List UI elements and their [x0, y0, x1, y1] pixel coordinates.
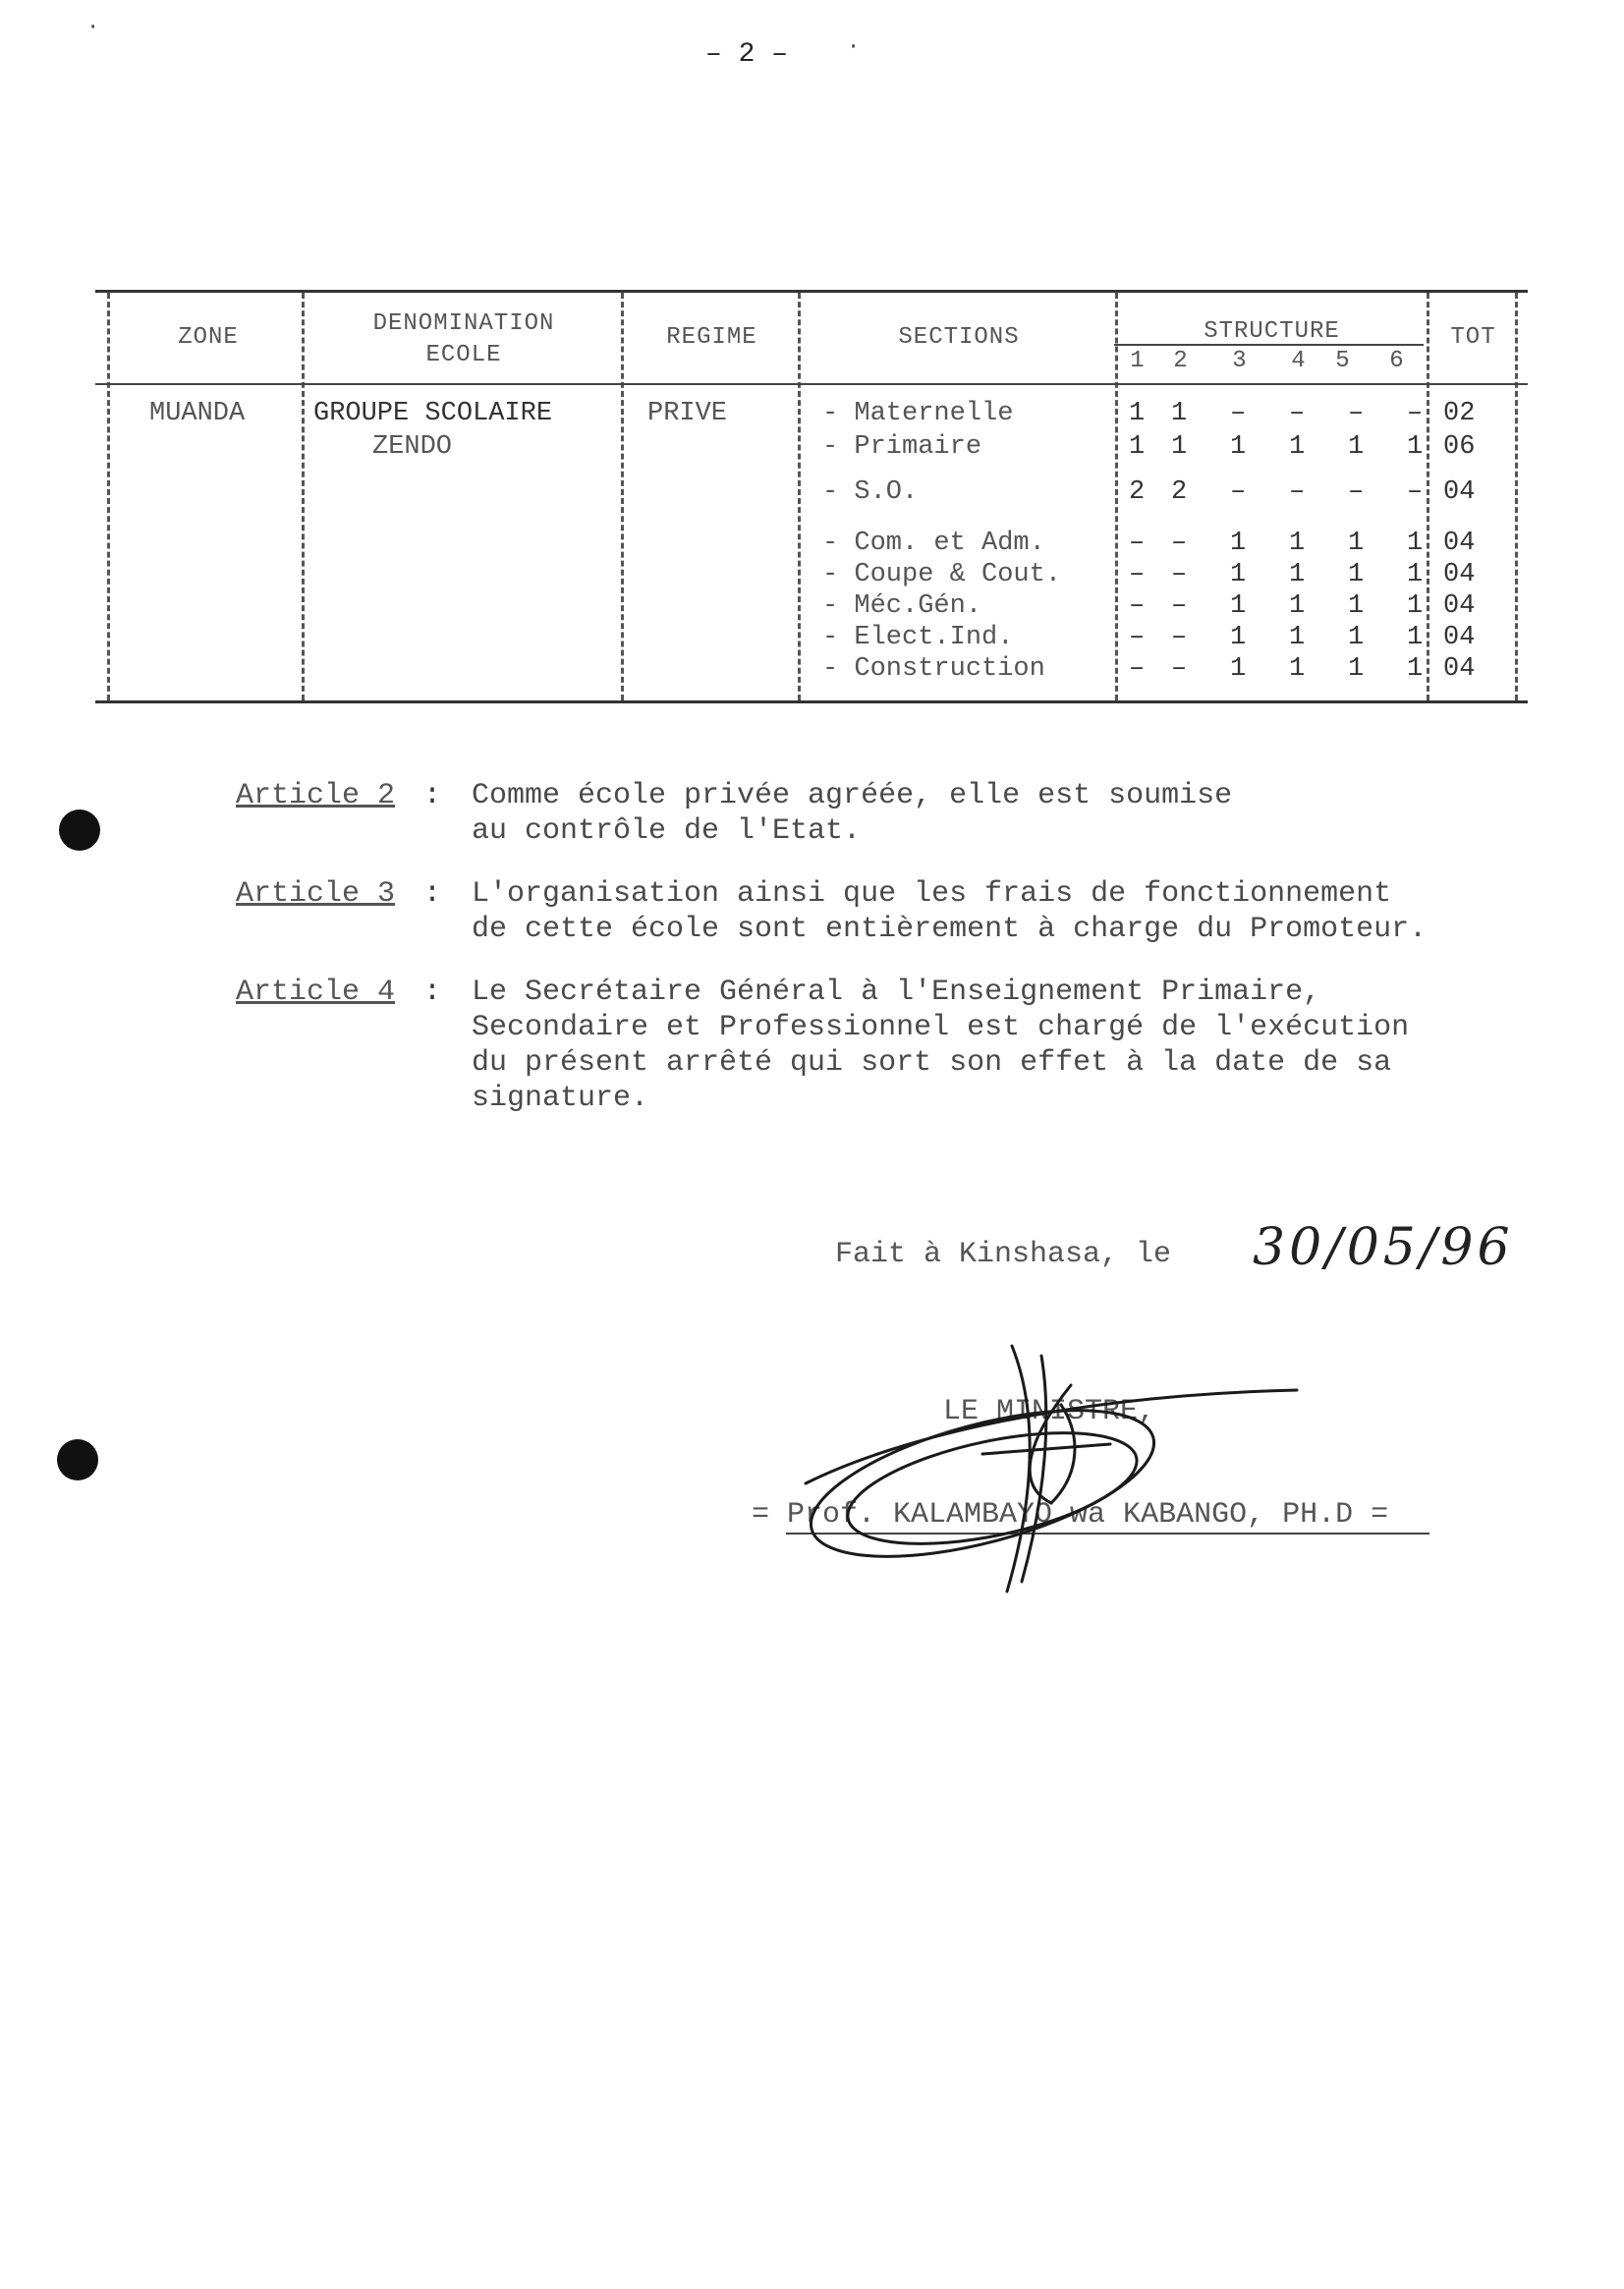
- total-cell: 02: [1443, 399, 1476, 428]
- structure-cell: –: [1348, 399, 1365, 428]
- structure-cell: –: [1289, 399, 1306, 428]
- table-border-right: [1515, 293, 1518, 700]
- colon: :: [422, 976, 441, 1009]
- header-structure-col: 6: [1389, 348, 1405, 374]
- structure-cell: 1: [1407, 560, 1424, 589]
- punch-hole: [57, 1439, 98, 1480]
- regime-value: PRIVE: [647, 399, 728, 428]
- punch-hole: [59, 810, 100, 851]
- section-name: - Construction: [822, 654, 1045, 684]
- structure-cell: 1: [1407, 623, 1424, 652]
- section-name: - Méc.Gén.: [822, 591, 982, 621]
- structure-cell: 1: [1129, 399, 1146, 428]
- structure-cell: 1: [1230, 432, 1247, 462]
- header-denomination-2: ECOLE: [425, 342, 502, 368]
- structure-cell: –: [1171, 529, 1188, 558]
- school-name-line-1: GROUPE SCOLAIRE: [313, 399, 553, 428]
- structure-cell: 1: [1230, 654, 1247, 684]
- structure-cell: 1: [1289, 623, 1306, 652]
- school-name-line-2: ZENDO: [372, 432, 453, 462]
- header-zone: ZONE: [178, 324, 239, 351]
- table-divider: [621, 293, 624, 700]
- structure-cell: 1: [1348, 432, 1365, 462]
- header-structure-col: 4: [1291, 348, 1307, 374]
- structure-cell: 1: [1171, 399, 1188, 428]
- structure-cell: 1: [1289, 432, 1306, 462]
- total-cell: 04: [1443, 623, 1476, 652]
- total-cell: 04: [1443, 654, 1476, 684]
- structure-cell: –: [1171, 560, 1188, 589]
- structure-cell: 1: [1289, 591, 1306, 621]
- header-separator: [95, 383, 1528, 385]
- total-cell: 04: [1443, 477, 1476, 507]
- page-number: – 2 –: [704, 39, 788, 70]
- structure-cell: 1: [1407, 432, 1424, 462]
- signature-icon: [786, 1336, 1336, 1601]
- structure-cell: 1: [1348, 529, 1365, 558]
- structure-cell: –: [1289, 477, 1306, 507]
- structure-cell: 1: [1407, 591, 1424, 621]
- structure-cell: –: [1230, 399, 1247, 428]
- scan-speck: ·: [86, 15, 100, 39]
- article-3: [236, 876, 1428, 946]
- article-text: Comme école privée agréée, elle est soumise au contrôle de l'Etat.: [472, 779, 1233, 848]
- article-4: [236, 975, 1410, 1115]
- structure-cell: –: [1348, 477, 1365, 507]
- scan-speck: ·: [847, 34, 861, 59]
- header-regime: REGIME: [666, 324, 757, 351]
- header-structure: STRUCTURE: [1204, 318, 1340, 345]
- article-label: Article 2: [236, 779, 396, 812]
- article-text: Le Secrétaire Général à l'Enseignement Primaire, Secondaire et Professionnel est chargé de l'exécution du présent arrêté qui sort son effet à la date de sa signature.: [472, 976, 1410, 1115]
- article-label: Article 4: [236, 976, 396, 1009]
- structure-cell: 1: [1348, 591, 1365, 621]
- section-name: - S.O.: [822, 477, 919, 507]
- structure-cell: –: [1129, 654, 1146, 684]
- structure-cell: –: [1171, 654, 1188, 684]
- structure-cell: 1: [1129, 432, 1146, 462]
- colon: :: [422, 779, 441, 812]
- structure-cell: 1: [1230, 623, 1247, 652]
- minister-title: LE MINISTRE,: [943, 1395, 1156, 1428]
- total-cell: 04: [1443, 529, 1476, 558]
- structure-cell: –: [1171, 623, 1188, 652]
- structure-cell: 1: [1230, 560, 1247, 589]
- colon: :: [422, 877, 441, 911]
- section-name: - Primaire: [822, 432, 982, 462]
- structure-cell: 1: [1230, 591, 1247, 621]
- structure-cell: –: [1171, 591, 1188, 621]
- structure-cell: –: [1407, 477, 1424, 507]
- article-label: Article 3: [236, 877, 396, 911]
- table-divider: [1115, 293, 1118, 700]
- structure-cell: 1: [1348, 623, 1365, 652]
- section-name: - Com. et Adm.: [822, 529, 1045, 558]
- structure-cell: 1: [1407, 654, 1424, 684]
- table-divider: [798, 293, 801, 700]
- structure-cell: –: [1129, 529, 1146, 558]
- structure-cell: –: [1407, 399, 1424, 428]
- table-divider: [1427, 293, 1429, 700]
- structure-cell: 2: [1171, 477, 1188, 507]
- total-cell: 04: [1443, 560, 1476, 589]
- structure-cell: –: [1129, 560, 1146, 589]
- table-divider: [302, 293, 305, 700]
- header-sections: SECTIONS: [898, 324, 1020, 351]
- structure-cell: 1: [1171, 432, 1188, 462]
- header-structure-col: 1: [1130, 348, 1146, 374]
- header-denomination-1: DENOMINATION: [372, 310, 555, 337]
- structure-table: [95, 290, 1528, 703]
- signer-name: = Prof. KALAMBAYO wa KABANGO, PH.D =: [752, 1498, 1389, 1532]
- header-structure-col: 2: [1173, 348, 1189, 374]
- structure-cell: 1: [1289, 654, 1306, 684]
- structure-cell: –: [1129, 591, 1146, 621]
- structure-cell: 1: [1348, 654, 1365, 684]
- article-2: [236, 778, 1233, 848]
- structure-cell: –: [1230, 477, 1247, 507]
- place-line: Fait à Kinshasa, le: [835, 1238, 1172, 1271]
- section-name: - Coupe & Cout.: [822, 560, 1062, 589]
- section-name: - Maternelle: [822, 399, 1014, 428]
- total-cell: 06: [1443, 432, 1476, 462]
- table-border-left: [107, 293, 110, 700]
- structure-cell: 1: [1348, 560, 1365, 589]
- structure-cell: 1: [1289, 560, 1306, 589]
- header-tot: TOT: [1450, 324, 1496, 351]
- header-structure-col: 3: [1232, 348, 1248, 374]
- structure-cell: –: [1129, 623, 1146, 652]
- total-cell: 04: [1443, 591, 1476, 621]
- article-text: L'organisation ainsi que les frais de fonctionnement de cette école sont entièrement à charge du Promoteur.: [472, 877, 1428, 946]
- zone-value: MUANDA: [149, 399, 246, 428]
- section-name: - Elect.Ind.: [822, 623, 1014, 652]
- structure-cell: 1: [1230, 529, 1247, 558]
- structure-cell: 1: [1289, 529, 1306, 558]
- structure-cell: 2: [1129, 477, 1146, 507]
- structure-cell: 1: [1407, 529, 1424, 558]
- handwritten-date: 30/05/96: [1253, 1218, 1514, 1277]
- header-structure-col: 5: [1335, 348, 1351, 374]
